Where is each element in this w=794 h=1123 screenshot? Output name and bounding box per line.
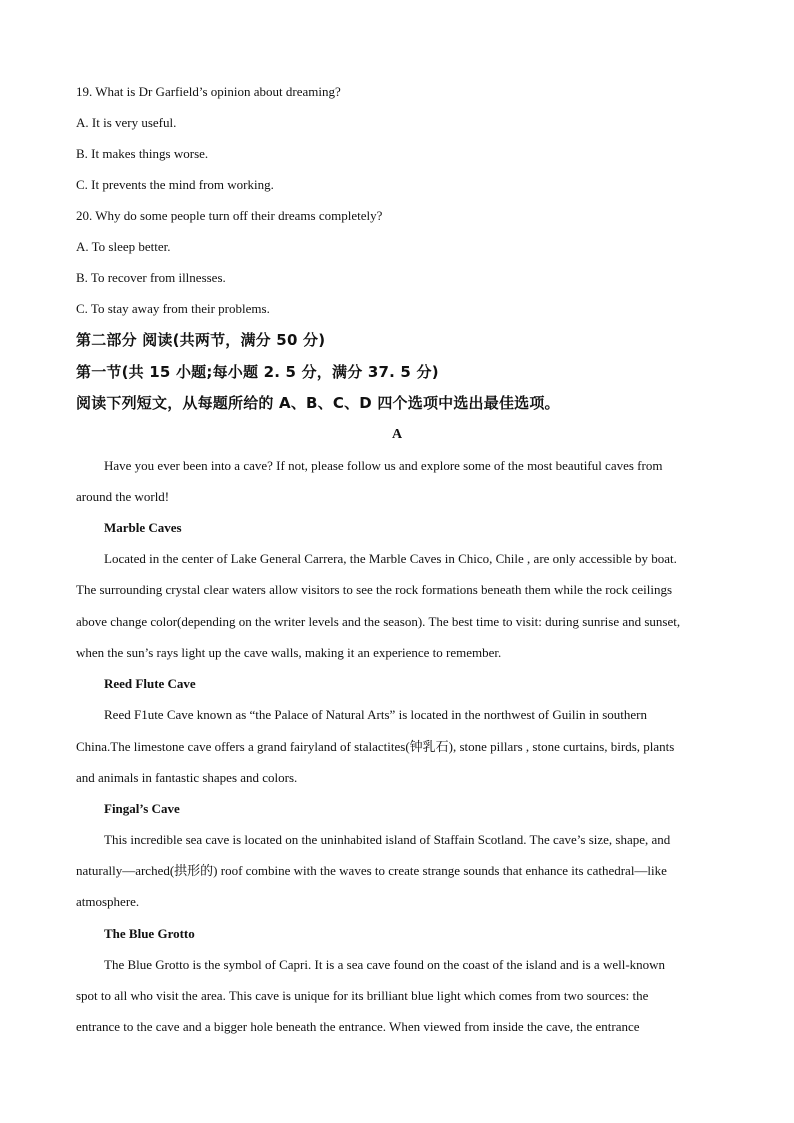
- cave-heading-blue-grotto: The Blue Grotto: [104, 926, 195, 941]
- question-20-stem: 20. Why do some people turn off their dreams completely?: [76, 208, 383, 223]
- paragraph-line: The surrounding crystal clear waters allow visitors to see the rock formations beneath them while the rock ceilings: [76, 582, 673, 597]
- paragraph-line: naturally—arched(拱形的) roof combine with the waves to create strange sounds that enhance its cathedral—like: [76, 863, 667, 878]
- paragraph-line: Located in the center of Lake General Carrera, the Marble Caves in Chico, Chile , are only accessible by boat.: [104, 551, 677, 566]
- paragraph-line: and animals in fantastic shapes and colors.: [76, 770, 298, 785]
- intro-line: around the world!: [76, 489, 170, 504]
- question-20-option-c: C. To stay away from their problems.: [76, 301, 270, 316]
- paragraph-line: above change color(depending on the writer levels and the season). The best time to visit: during sunrise and sunset,: [76, 614, 681, 629]
- paragraph-line: when the sun’s rays light up the cave walls, making it an experience to remember.: [76, 645, 502, 660]
- paragraph-line: Reed F1ute Cave known as “the Palace of Natural Arts” is located in the northwest of Guilin in southern: [104, 707, 647, 722]
- paragraph-line: This incredible sea cave is located on the uninhabited island of Staffain Scotland. The cave’s size, shape, and: [104, 832, 671, 847]
- question-19-stem: 19. What is Dr Garfield’s opinion about dreaming?: [76, 84, 341, 99]
- cave-heading-reed-flute: Reed Flute Cave: [104, 676, 196, 691]
- paragraph-line: entrance to the cave and a bigger hole beneath the entrance. When viewed from inside the cave, the entrance: [76, 1019, 640, 1034]
- paragraph-line: atmosphere.: [76, 894, 140, 909]
- cave-heading-marble: Marble Caves: [104, 520, 182, 535]
- question-19-option-a: A. It is very useful.: [76, 115, 177, 130]
- question-20-option-a: A. To sleep better.: [76, 239, 171, 254]
- sub-title: 第一节(共 15 小题;每小题 2. 5 分，满分 37. 5 分): [76, 363, 439, 381]
- passage-label: A: [391, 427, 403, 442]
- instruction: 阅读下列短文，从每题所给的 A、B、C、D 四个选项中选出最佳选项。: [76, 394, 560, 412]
- intro-line: Have you ever been into a cave? If not, please follow us and explore some of the most beautiful caves from: [104, 458, 663, 473]
- question-20-option-b: B. To recover from illnesses.: [76, 270, 226, 285]
- part-title: 第二部分 阅读(共两节，满分 50 分): [76, 331, 326, 349]
- paragraph-line: spot to all who visit the area. This cave is unique for its brilliant blue light which comes from two sources: the: [76, 988, 649, 1003]
- paragraph-line: China.The limestone cave offers a grand fairyland of stalactites(钟乳石), stone pillars , stone curtains, birds, plants: [76, 739, 675, 754]
- question-19-option-c: C. It prevents the mind from working.: [76, 177, 274, 192]
- cave-heading-fingal: Fingal’s Cave: [104, 801, 180, 816]
- paragraph-line: The Blue Grotto is the symbol of Capri. It is a sea cave found on the coast of the island and is a well-known: [104, 957, 666, 972]
- question-19-option-b: B. It makes things worse.: [76, 146, 209, 161]
